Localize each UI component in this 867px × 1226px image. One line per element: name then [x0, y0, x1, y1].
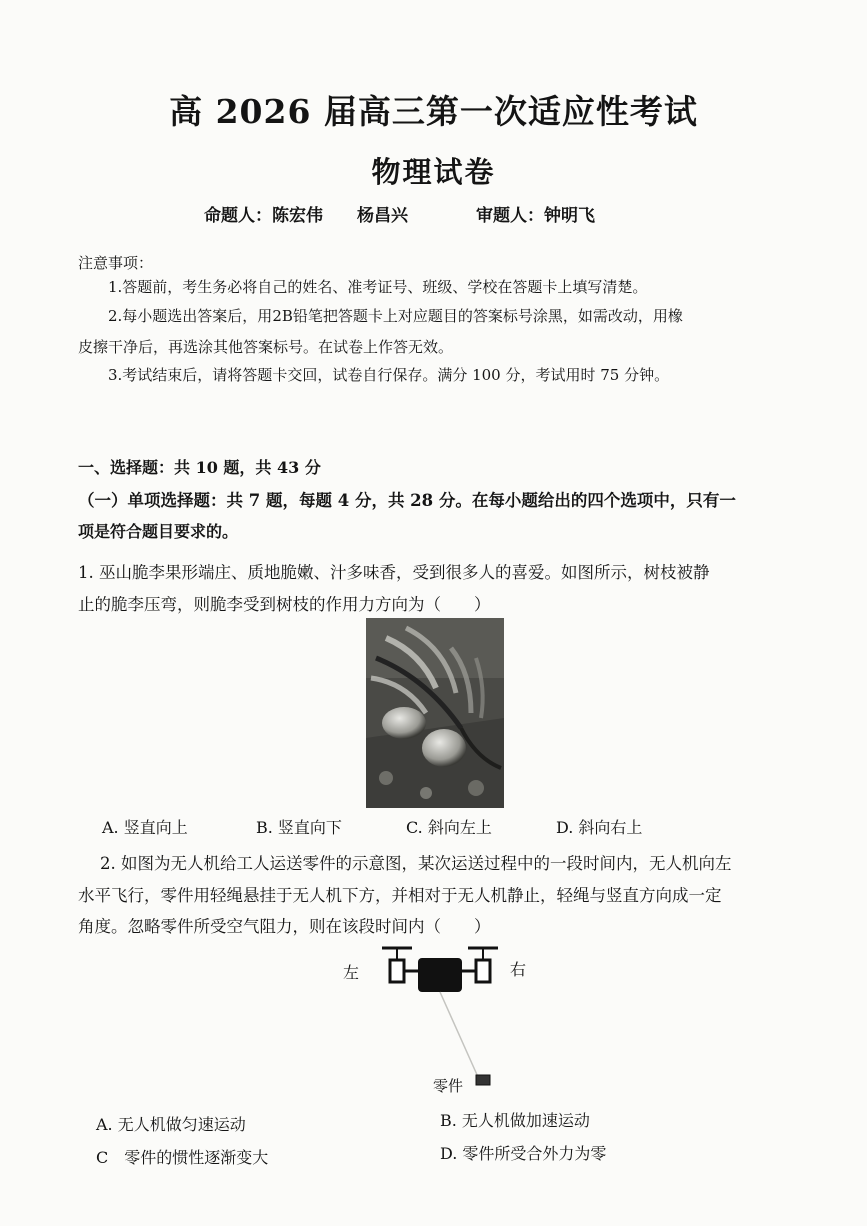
figure-right-label: 右: [510, 960, 527, 979]
notice-item-1: 1.答题前，考生务必将自己的姓名、准考证号、班级、学校在答题卡上填写清楚。: [108, 278, 648, 296]
question-1-text-cont: 止的脆李压弯，则脆李受到树枝的作用力方向为（ ）: [78, 595, 491, 614]
figure-left-label: 左: [343, 963, 360, 982]
figure-part-label: 零件: [433, 1077, 464, 1095]
notice-item-2: 2.每小题选出答案后，用2B铅笔把答题卡上对应题目的答案标号涂黑，如需改动，用橡: [108, 307, 683, 325]
question-1-option-d: D. 斜向右上: [556, 818, 643, 837]
subsection-heading: （一）单项选择题：共 7 题，每题 4 分，共 28 分。在每小题给出的四个选项中，只有一: [78, 491, 736, 510]
question-1-option-c: C. 斜向左上: [406, 818, 492, 837]
notice-item-3: 3.考试结束后，请将答题卡交回，试卷自行保存。满分 100 分，考试用时 75 分钟。: [108, 366, 670, 384]
question-1-option-a: A. 竖直向上: [102, 818, 188, 837]
question-2-option-c: C 零件的惯性逐渐变大: [96, 1148, 269, 1167]
question-1-text: 1. 巫山脆李果形端庄、质地脆嫩、汁多味香，受到很多人的喜爱。如图所示，树枝被静: [78, 563, 710, 582]
question-2-text-cont-1: 水平飞行，零件用轻绳悬挂于无人机下方，并相对于无人机静止，轻绳与竖直方向成一定: [78, 886, 722, 905]
exam-authors: 命题人：陈宏伟 杨昌兴 审题人：钟明飞: [204, 206, 595, 226]
exam-subject: 物理试卷: [371, 155, 496, 189]
section-heading: 一、选择题：共 10 题，共 43 分: [78, 458, 321, 477]
subsection-heading-cont: 项是符合题目要求的。: [78, 522, 239, 541]
exam-title: 高 2026 届高三第一次适应性考试: [169, 92, 698, 131]
question-1-option-b: B. 竖直向下: [256, 818, 342, 837]
question-2-option-b: B. 无人机做加速运动: [440, 1111, 590, 1130]
question-2-text-cont-2: 角度。忽略零件所受空气阻力，则在该段时间内（ ）: [78, 917, 491, 936]
notice-heading: 注意事项：: [78, 254, 154, 272]
question-2-option-a: A. 无人机做匀速运动: [96, 1115, 246, 1134]
notice-item-2-cont: 皮擦干净后，再选涂其他答案标号。在试卷上作答无效。: [78, 338, 454, 356]
question-2-text: 2. 如图为无人机给工人运送零件的示意图，某次运送过程中的一段时间内，无人机向左: [100, 854, 732, 873]
question-2-option-d: D. 零件所受合外力为零: [440, 1144, 607, 1163]
plum-branch-photo: [366, 618, 504, 808]
